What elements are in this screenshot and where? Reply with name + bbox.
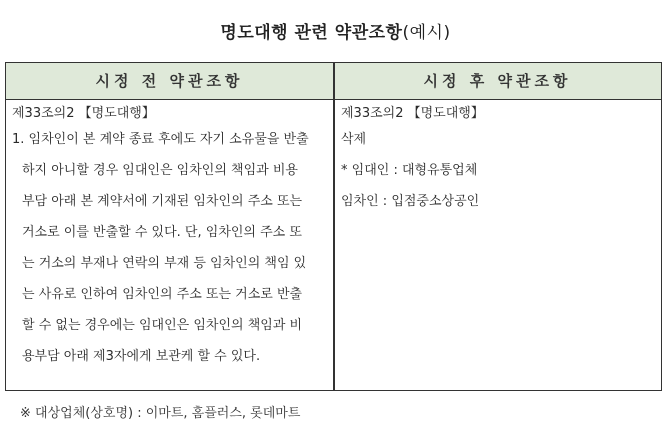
- before-clause-cell: [12, 107, 328, 381]
- clause-line: 할 수 없는 경우에는 임대인은 임차인의 책임과 비: [22, 318, 303, 333]
- lessee-note: 임차인 : 입점중소상공인: [341, 194, 480, 209]
- clause-line: 용부담 아래 제3자에게 보관케 할 수 있다.: [22, 349, 261, 364]
- page-title: [0, 18, 671, 43]
- lessor-note: * 임대인 : 대형유통업체: [341, 163, 478, 178]
- column-divider: [333, 63, 335, 390]
- clause-line: 부담 아래 본 계약서에 기재된 임차인의 주소 또는: [22, 194, 303, 209]
- clause-heading: 제33조의2 【명도대행】: [341, 106, 484, 121]
- comparison-table: [5, 62, 662, 391]
- clause-line: 는 거소의 부재나 연락의 부재 등 임차인의 책임 있: [22, 256, 307, 271]
- footnote: ※ 대상업체(상호명) : 이마트, 홈플러스, 롯데마트: [20, 406, 301, 421]
- clause-line: 는 사유로 인하여 임차인의 주소 또는 거소로 반출: [22, 287, 303, 302]
- clause-heading: 제33조의2 【명도대행】: [12, 106, 155, 121]
- after-clause-cell: [341, 107, 657, 226]
- header-after: 시정 후 약관조항: [423, 72, 572, 90]
- clause-line: 거소로 이를 반출할 수 있다. 단, 임차인의 주소 또: [22, 225, 302, 240]
- title-main: 명도대행 관련 약관조항: [220, 23, 403, 43]
- clause-line: 하지 아니할 경우 임대인은 임차인의 책임과 비용: [22, 163, 298, 178]
- title-paren: (예시): [402, 23, 451, 43]
- clause-line: 1. 임차인이 본 계약 종료 후에도 자기 소유물을 반출: [12, 132, 309, 147]
- deleted-note: 삭제: [341, 132, 367, 147]
- header-before: 시정 전 약관조항: [95, 72, 244, 90]
